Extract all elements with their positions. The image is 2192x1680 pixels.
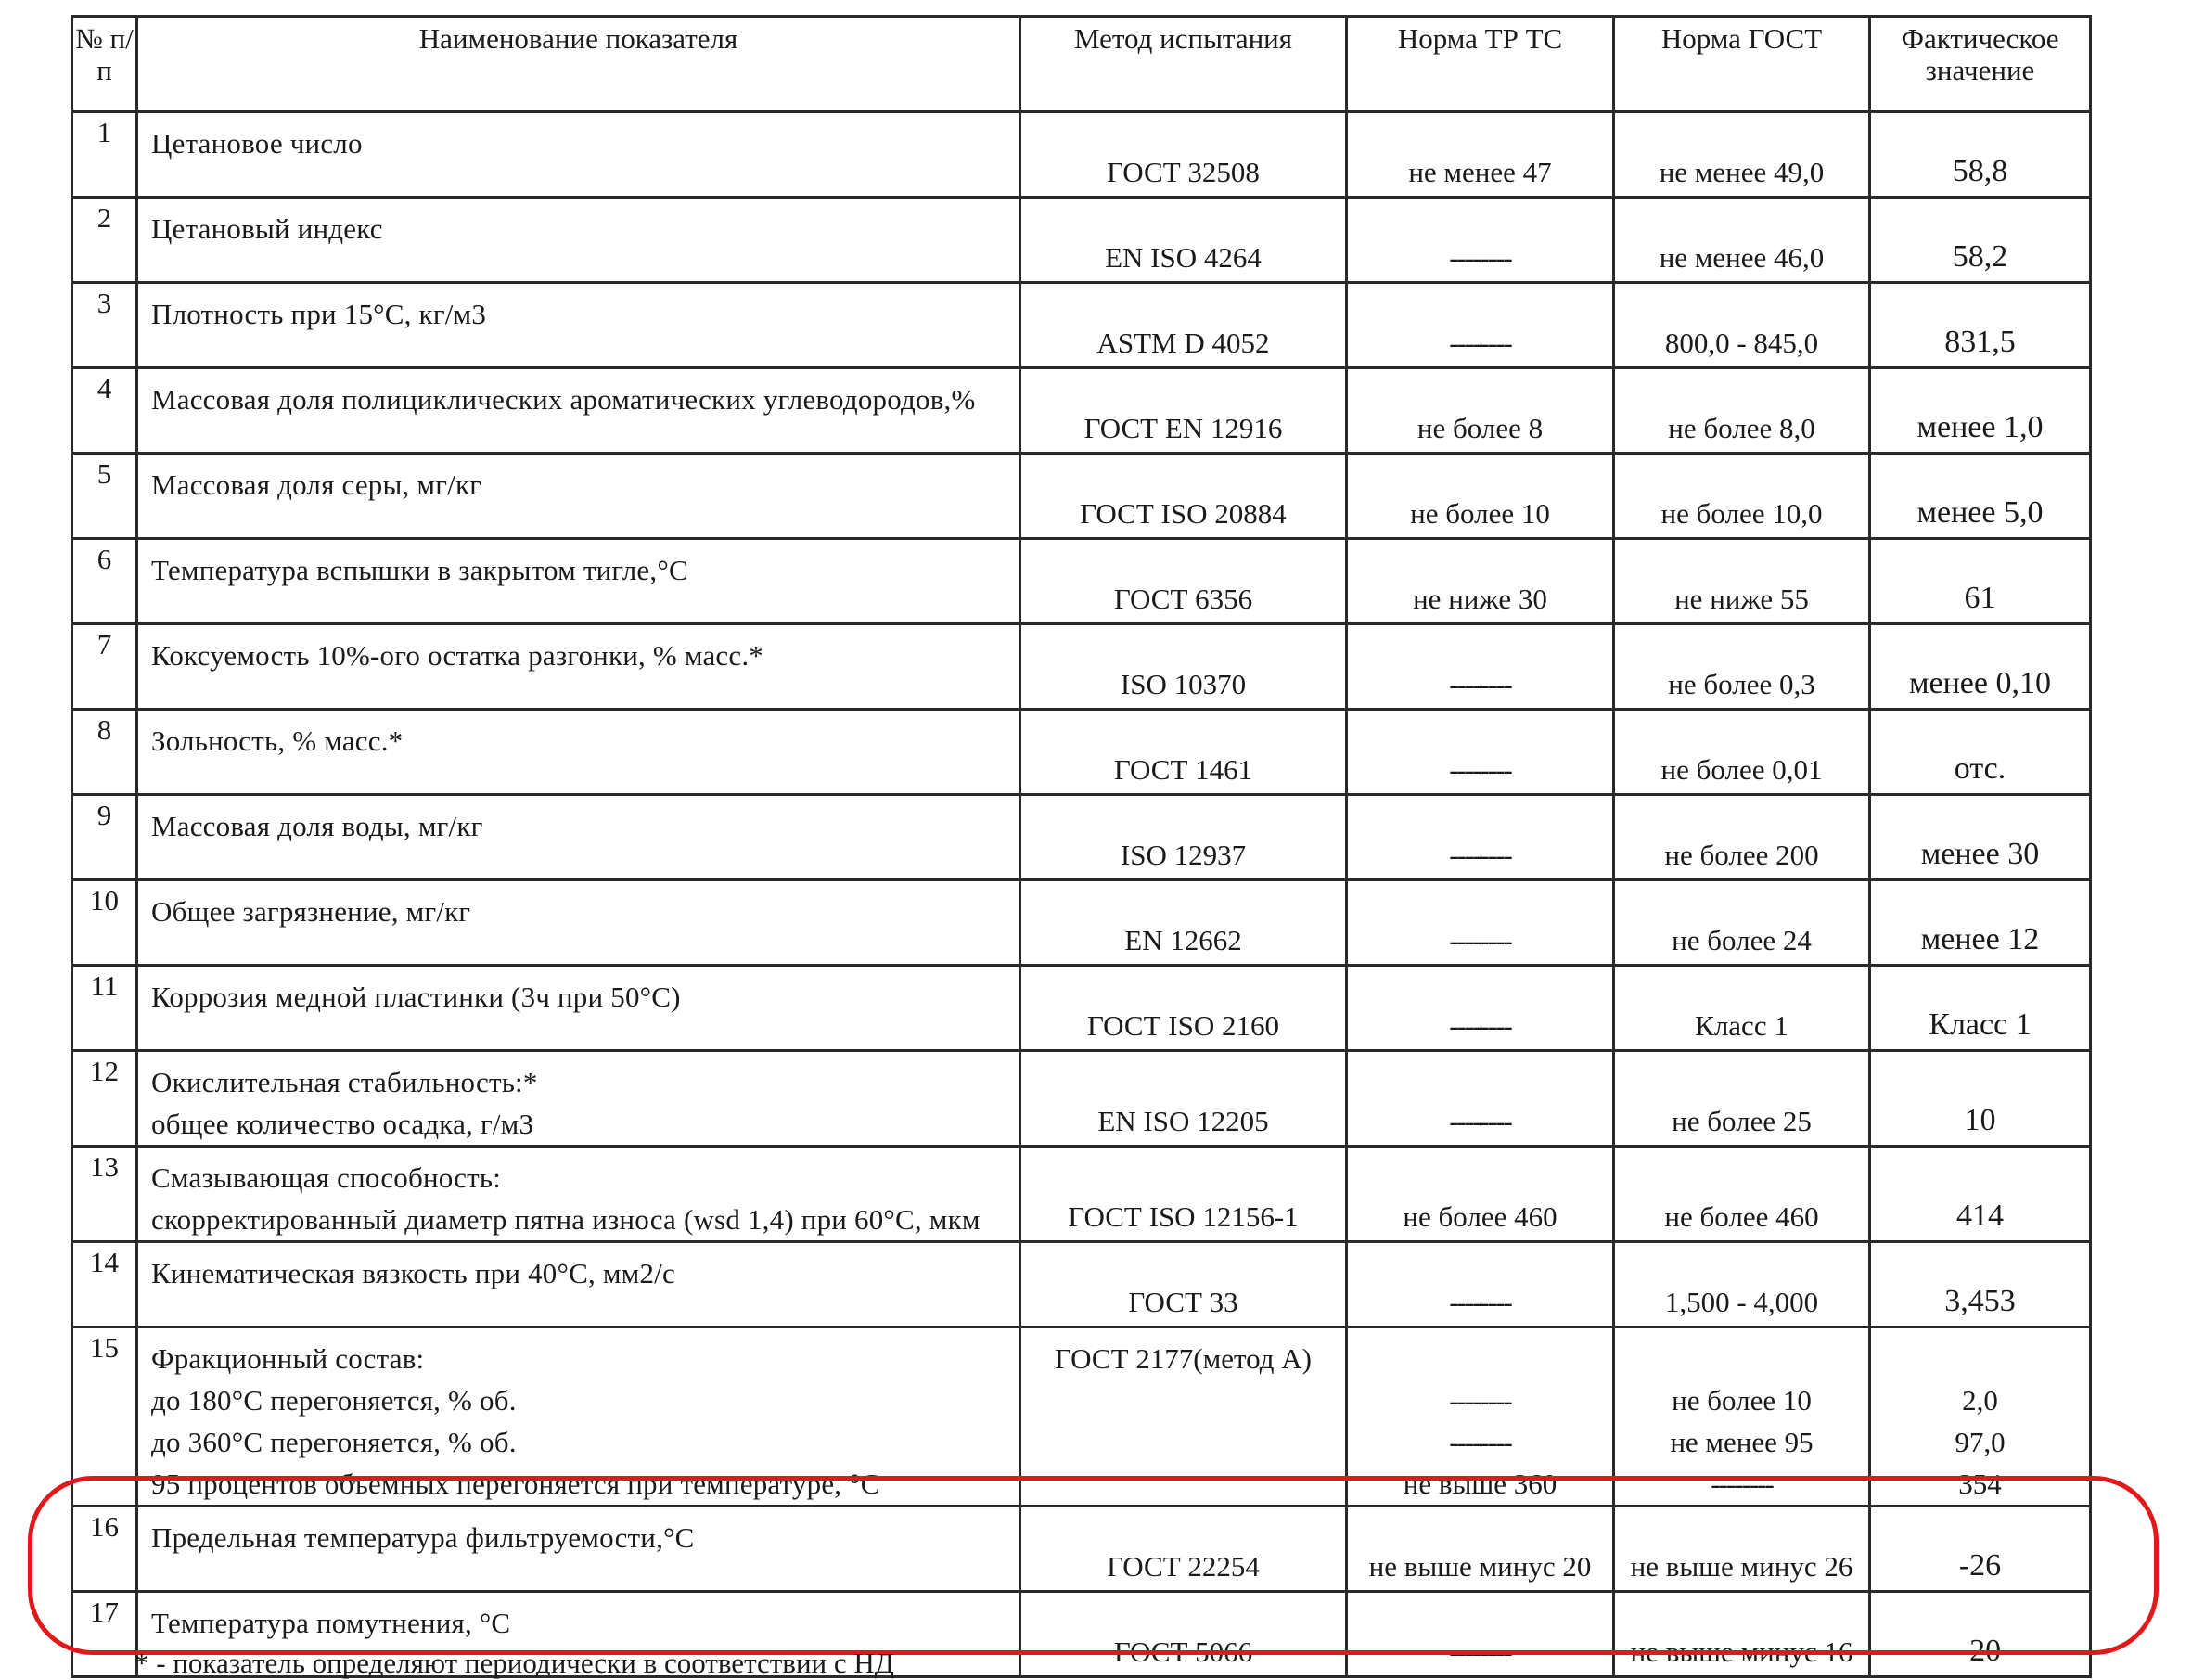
indicator-name-line: Фракционный состав: bbox=[151, 1342, 425, 1375]
test-method-text: ASTM D 4052 bbox=[1096, 326, 1270, 359]
norm-gost-text: не более 24 bbox=[1672, 923, 1812, 956]
norm-gost bbox=[1614, 1592, 1870, 1677]
header-num: № п/п bbox=[72, 17, 137, 112]
test-method-text: ГОСТ 1461 bbox=[1113, 752, 1253, 786]
indicator-name-line: Цетановый индекс bbox=[151, 212, 383, 245]
norm-trts bbox=[1347, 1327, 1614, 1507]
indicator-name-line: до 180°С перегоняется, % об. bbox=[151, 1384, 517, 1417]
row-number-text: 9 bbox=[96, 799, 112, 831]
footnote bbox=[135, 1647, 894, 1680]
norm-trts bbox=[1347, 1592, 1614, 1677]
actual-value-text: менее 0,10 bbox=[1909, 665, 2051, 700]
test-method bbox=[1020, 1242, 1347, 1327]
norm-trts-text: не более 8 bbox=[1416, 411, 1544, 444]
indicator-name bbox=[137, 795, 1020, 880]
actual-value bbox=[1870, 198, 2091, 283]
indicator-name-line: до 360°С перегоняется, % об. bbox=[151, 1426, 517, 1458]
indicator-name bbox=[137, 1507, 1020, 1592]
header-actual: Фактическое значение bbox=[1870, 17, 2091, 112]
norm-gost bbox=[1614, 966, 1870, 1051]
test-method-text: ISO 12937 bbox=[1120, 838, 1247, 871]
norm-trts-text: -------- bbox=[1449, 326, 1511, 359]
table-body bbox=[72, 112, 2091, 1677]
actual-value-text: Класс 1 bbox=[1929, 1007, 2032, 1042]
test-method-text: EN ISO 12205 bbox=[1097, 1104, 1269, 1137]
row-number-text: 14 bbox=[90, 1246, 119, 1278]
test-method-text: ГОСТ ISO 2160 bbox=[1087, 1008, 1279, 1042]
norm-trts-text: -------- bbox=[1449, 1285, 1511, 1318]
test-method-text: ГОСТ 2177(метод А) bbox=[1055, 1342, 1312, 1375]
row-number-text: 13 bbox=[90, 1150, 119, 1183]
indicator-name bbox=[137, 1051, 1020, 1147]
actual-value-text: менее 30 bbox=[1920, 836, 2040, 871]
row-number-text: 3 bbox=[96, 287, 112, 319]
actual-value-text: отс. bbox=[1954, 750, 2006, 786]
actual-value-text: 58,8 bbox=[1952, 153, 2008, 188]
row-number-text: 1 bbox=[96, 116, 112, 148]
norm-trts bbox=[1347, 624, 1614, 710]
actual-value-line: 354 bbox=[1958, 1468, 2002, 1500]
indicator-name bbox=[137, 368, 1020, 454]
indicator-name-line: Коксуемость 10%-ого остатка разгонки, % масс.* bbox=[151, 639, 764, 672]
table-row bbox=[72, 624, 2091, 710]
row-number-text: 6 bbox=[96, 543, 112, 575]
norm-trts bbox=[1347, 966, 1614, 1051]
header-norm-gost: Норма ГОСТ bbox=[1614, 17, 1870, 112]
indicator-name-line: Температура вспышки в закрытом тигле,°С bbox=[151, 554, 688, 586]
row-number-text: 15 bbox=[90, 1331, 119, 1364]
norm-trts-line: не выше 360 bbox=[1403, 1468, 1557, 1500]
row-number bbox=[72, 454, 137, 539]
norm-gost bbox=[1614, 710, 1870, 795]
table-row bbox=[72, 1327, 2091, 1507]
row-number bbox=[72, 368, 137, 454]
test-method bbox=[1020, 624, 1347, 710]
norm-gost bbox=[1614, 368, 1870, 454]
norm-trts-text: -------- bbox=[1449, 667, 1511, 700]
norm-trts bbox=[1347, 1147, 1614, 1242]
actual-value-line bbox=[1871, 1338, 2089, 1379]
row-number-text: 17 bbox=[90, 1596, 119, 1628]
actual-value-text: 10 bbox=[1964, 1102, 1996, 1137]
row-number bbox=[72, 1242, 137, 1327]
actual-value-text: менее 12 bbox=[1920, 921, 2040, 956]
row-number bbox=[72, 795, 137, 880]
test-method bbox=[1020, 710, 1347, 795]
actual-value bbox=[1870, 1507, 2091, 1592]
actual-value bbox=[1870, 710, 2091, 795]
norm-trts bbox=[1347, 368, 1614, 454]
norm-gost-text: не ниже 55 bbox=[1674, 582, 1809, 615]
actual-value-text: -20 bbox=[1958, 1633, 2002, 1668]
indicator-name-line: Массовая доля серы, мг/кг bbox=[151, 468, 482, 501]
row-number-text: 2 bbox=[96, 201, 112, 234]
test-method-text: ГОСТ ISO 20884 bbox=[1080, 496, 1287, 530]
norm-trts-line: -------- bbox=[1449, 1426, 1511, 1458]
table-row bbox=[72, 1507, 2091, 1592]
indicator-name bbox=[137, 112, 1020, 198]
norm-gost-line: -------- bbox=[1711, 1468, 1773, 1500]
norm-gost-text: не более 25 bbox=[1672, 1104, 1812, 1137]
actual-value-text: 831,5 bbox=[1944, 324, 2016, 359]
indicator-name-line: Массовая доля воды, мг/кг bbox=[151, 810, 483, 842]
norm-trts-text: не ниже 30 bbox=[1413, 582, 1547, 615]
table-row bbox=[72, 368, 2091, 454]
indicator-name bbox=[137, 624, 1020, 710]
indicator-name-line: 95 процентов объемных перегоняется при температуре, °С bbox=[151, 1468, 880, 1500]
row-number bbox=[72, 1051, 137, 1147]
row-number-text: 8 bbox=[96, 713, 112, 746]
table-row bbox=[72, 795, 2091, 880]
row-number-text: 10 bbox=[90, 884, 119, 917]
actual-value bbox=[1870, 1051, 2091, 1147]
row-number bbox=[72, 880, 137, 966]
norm-trts bbox=[1347, 795, 1614, 880]
norm-gost bbox=[1614, 795, 1870, 880]
indicator-name-line: Общее загрязнение, мг/кг bbox=[151, 895, 471, 928]
norm-trts-text: -------- bbox=[1449, 923, 1511, 956]
norm-gost-text: не менее 46,0 bbox=[1659, 240, 1825, 274]
indicator-name-line: Температура помутнения, °С bbox=[151, 1607, 511, 1639]
norm-trts bbox=[1347, 283, 1614, 368]
norm-gost bbox=[1614, 454, 1870, 539]
indicator-name bbox=[137, 454, 1020, 539]
table-row bbox=[72, 880, 2091, 966]
actual-value-line: 2,0 bbox=[1962, 1384, 1998, 1417]
row-number bbox=[72, 1507, 137, 1592]
actual-value-text: менее 1,0 bbox=[1916, 409, 2044, 444]
norm-gost-text: не более 460 bbox=[1664, 1199, 1819, 1233]
row-number bbox=[72, 1147, 137, 1242]
row-number-text: 4 bbox=[96, 372, 112, 404]
table-header-row bbox=[72, 17, 2091, 112]
norm-gost-text: не более 0,3 bbox=[1668, 667, 1815, 700]
test-method-text: ГОСТ 5066 bbox=[1113, 1635, 1253, 1668]
footnote-text: * - показатель определяют периодически в соответствии с НД bbox=[135, 1647, 894, 1679]
indicator-name-line: общее количество осадка, г/м3 bbox=[151, 1108, 534, 1140]
actual-value bbox=[1870, 1327, 2091, 1507]
indicator-name-line: Смазывающая способность: bbox=[151, 1161, 502, 1194]
norm-trts bbox=[1347, 539, 1614, 624]
table-row bbox=[72, 198, 2091, 283]
norm-trts-text: -------- bbox=[1449, 838, 1511, 871]
indicator-name-line: Массовая доля полициклических ароматических углеводородов,% bbox=[151, 383, 976, 416]
actual-value bbox=[1870, 1242, 2091, 1327]
test-method bbox=[1020, 1147, 1347, 1242]
norm-trts-text: не выше минус 20 bbox=[1368, 1549, 1592, 1583]
table-row bbox=[72, 1051, 2091, 1147]
row-number-text: 11 bbox=[90, 969, 119, 1002]
norm-gost bbox=[1614, 624, 1870, 710]
norm-gost bbox=[1614, 198, 1870, 283]
actual-value-text: 3,453 bbox=[1944, 1283, 2016, 1318]
table-row bbox=[72, 112, 2091, 198]
indicator-name bbox=[137, 539, 1020, 624]
norm-trts-text: -------- bbox=[1449, 1008, 1511, 1042]
indicator-name-line: скорректированный диаметр пятна износа (wsd 1,4) при 60°С, мкм bbox=[151, 1203, 981, 1236]
norm-gost-line: не менее 95 bbox=[1670, 1426, 1814, 1458]
actual-value bbox=[1870, 795, 2091, 880]
test-method bbox=[1020, 1507, 1347, 1592]
actual-value bbox=[1870, 880, 2091, 966]
norm-trts-text: -------- bbox=[1449, 240, 1511, 274]
row-number-text: 12 bbox=[90, 1055, 119, 1087]
indicator-name bbox=[137, 1147, 1020, 1242]
norm-trts bbox=[1347, 710, 1614, 795]
norm-trts-line: -------- bbox=[1449, 1384, 1511, 1417]
test-method-text: ГОСТ 22254 bbox=[1107, 1549, 1260, 1583]
test-method bbox=[1020, 283, 1347, 368]
indicator-name bbox=[137, 710, 1020, 795]
test-method bbox=[1020, 1051, 1347, 1147]
table-row bbox=[72, 710, 2091, 795]
indicator-name-line: Кинематическая вязкость при 40°С, мм2/с bbox=[151, 1257, 675, 1289]
row-number bbox=[72, 198, 137, 283]
norm-gost bbox=[1614, 1147, 1870, 1242]
norm-gost bbox=[1614, 1242, 1870, 1327]
actual-value bbox=[1870, 624, 2091, 710]
row-number bbox=[72, 1592, 137, 1677]
norm-trts bbox=[1347, 1242, 1614, 1327]
actual-value-text: 61 bbox=[1964, 580, 1996, 615]
norm-trts bbox=[1347, 112, 1614, 198]
test-method bbox=[1020, 966, 1347, 1051]
indicator-name-line: Коррозия медной пластинки (3ч при 50°С) bbox=[151, 981, 681, 1013]
actual-value-text: 58,2 bbox=[1952, 238, 2008, 274]
norm-gost-text: не более 8,0 bbox=[1668, 411, 1815, 444]
norm-gost-line bbox=[1615, 1338, 1868, 1379]
norm-gost-text: не более 0,01 bbox=[1660, 752, 1823, 786]
test-method-text: EN 12662 bbox=[1124, 923, 1242, 956]
test-method bbox=[1020, 454, 1347, 539]
actual-value bbox=[1870, 112, 2091, 198]
row-number bbox=[72, 112, 137, 198]
test-method bbox=[1020, 880, 1347, 966]
actual-value-text: -26 bbox=[1958, 1547, 2002, 1583]
row-number bbox=[72, 1327, 137, 1507]
actual-value bbox=[1870, 454, 2091, 539]
row-number bbox=[72, 710, 137, 795]
norm-trts-text: -------- bbox=[1449, 1635, 1511, 1668]
test-method bbox=[1020, 1327, 1347, 1507]
indicator-name bbox=[137, 1327, 1020, 1507]
test-method-text: EN ISO 4264 bbox=[1105, 240, 1262, 274]
actual-value bbox=[1870, 368, 2091, 454]
indicator-name-line: Зольность, % масс.* bbox=[151, 725, 404, 757]
row-number-text: 16 bbox=[90, 1510, 119, 1543]
norm-gost-text: не более 10,0 bbox=[1660, 496, 1823, 530]
norm-trts bbox=[1347, 1051, 1614, 1147]
norm-gost bbox=[1614, 539, 1870, 624]
table-row bbox=[72, 966, 2091, 1051]
test-method bbox=[1020, 539, 1347, 624]
indicator-name bbox=[137, 198, 1020, 283]
row-number-text: 7 bbox=[96, 628, 112, 660]
norm-trts bbox=[1347, 880, 1614, 966]
indicator-name bbox=[137, 966, 1020, 1051]
actual-value-text: 414 bbox=[1956, 1198, 2004, 1233]
table-row bbox=[72, 1147, 2091, 1242]
actual-value bbox=[1870, 1147, 2091, 1242]
indicator-name bbox=[137, 1242, 1020, 1327]
norm-trts-text: не менее 47 bbox=[1408, 155, 1552, 188]
test-method bbox=[1020, 795, 1347, 880]
norm-trts-line bbox=[1348, 1338, 1612, 1379]
actual-value bbox=[1870, 966, 2091, 1051]
test-method bbox=[1020, 1592, 1347, 1677]
test-method bbox=[1020, 198, 1347, 283]
indicator-name bbox=[137, 283, 1020, 368]
norm-gost-text: не выше минус 26 bbox=[1630, 1549, 1853, 1583]
test-method-text: ГОСТ 33 bbox=[1128, 1285, 1238, 1318]
test-method-text: ГОСТ ISO 12156-1 bbox=[1068, 1199, 1299, 1233]
norm-gost bbox=[1614, 1327, 1870, 1507]
row-number bbox=[72, 283, 137, 368]
indicator-name-line: Цетановое число bbox=[151, 127, 363, 160]
norm-gost-text: не выше минус 16 bbox=[1630, 1635, 1853, 1668]
norm-gost-text: Класс 1 bbox=[1695, 1008, 1788, 1042]
table-row bbox=[72, 1242, 2091, 1327]
test-method-text: ГОСТ 6356 bbox=[1113, 582, 1253, 615]
norm-trts bbox=[1347, 454, 1614, 539]
test-method-text: ГОСТ EN 12916 bbox=[1083, 411, 1283, 444]
indicator-name-line: Окислительная стабильность:* bbox=[151, 1066, 538, 1098]
norm-gost bbox=[1614, 1051, 1870, 1147]
table-row bbox=[72, 539, 2091, 624]
norm-trts bbox=[1347, 1507, 1614, 1592]
table-row bbox=[72, 283, 2091, 368]
norm-gost bbox=[1614, 112, 1870, 198]
norm-trts-text: -------- bbox=[1449, 752, 1511, 786]
header-name: Наименование показателя bbox=[137, 17, 1020, 112]
test-method bbox=[1020, 368, 1347, 454]
norm-gost-line: не более 10 bbox=[1672, 1384, 1812, 1417]
indicator-name bbox=[137, 880, 1020, 966]
row-number bbox=[72, 624, 137, 710]
norm-gost-text: 800,0 - 845,0 bbox=[1664, 326, 1819, 359]
norm-trts bbox=[1347, 198, 1614, 283]
norm-gost bbox=[1614, 283, 1870, 368]
actual-value bbox=[1870, 1592, 2091, 1677]
table-row bbox=[72, 454, 2091, 539]
row-number bbox=[72, 966, 137, 1051]
actual-value bbox=[1870, 539, 2091, 624]
norm-gost-text: не более 200 bbox=[1664, 838, 1819, 871]
fuel-spec-table bbox=[71, 15, 2092, 1678]
header-norm-trts: Норма ТР ТС bbox=[1347, 17, 1614, 112]
test-method-text: ISO 10370 bbox=[1120, 667, 1247, 700]
norm-gost bbox=[1614, 1507, 1870, 1592]
indicator-name-line: Плотность при 15°С, кг/м3 bbox=[151, 298, 487, 330]
row-number-text: 5 bbox=[96, 457, 112, 490]
row-number bbox=[72, 539, 137, 624]
actual-value-line: 97,0 bbox=[1955, 1426, 2006, 1458]
test-method bbox=[1020, 112, 1347, 198]
test-method-text: ГОСТ 32508 bbox=[1107, 155, 1260, 188]
norm-gost-text: не менее 49,0 bbox=[1659, 155, 1825, 188]
norm-trts-text: не более 460 bbox=[1403, 1199, 1557, 1233]
norm-trts-text: -------- bbox=[1449, 1104, 1511, 1137]
norm-trts-text: не более 10 bbox=[1410, 496, 1550, 530]
header-method: Метод испытания bbox=[1020, 17, 1347, 112]
norm-gost bbox=[1614, 880, 1870, 966]
actual-value bbox=[1870, 283, 2091, 368]
indicator-name-line: Предельная температура фильтруемости,°С bbox=[151, 1521, 695, 1554]
actual-value-text: менее 5,0 bbox=[1916, 494, 2044, 530]
norm-gost-text: 1,500 - 4,000 bbox=[1664, 1285, 1819, 1318]
